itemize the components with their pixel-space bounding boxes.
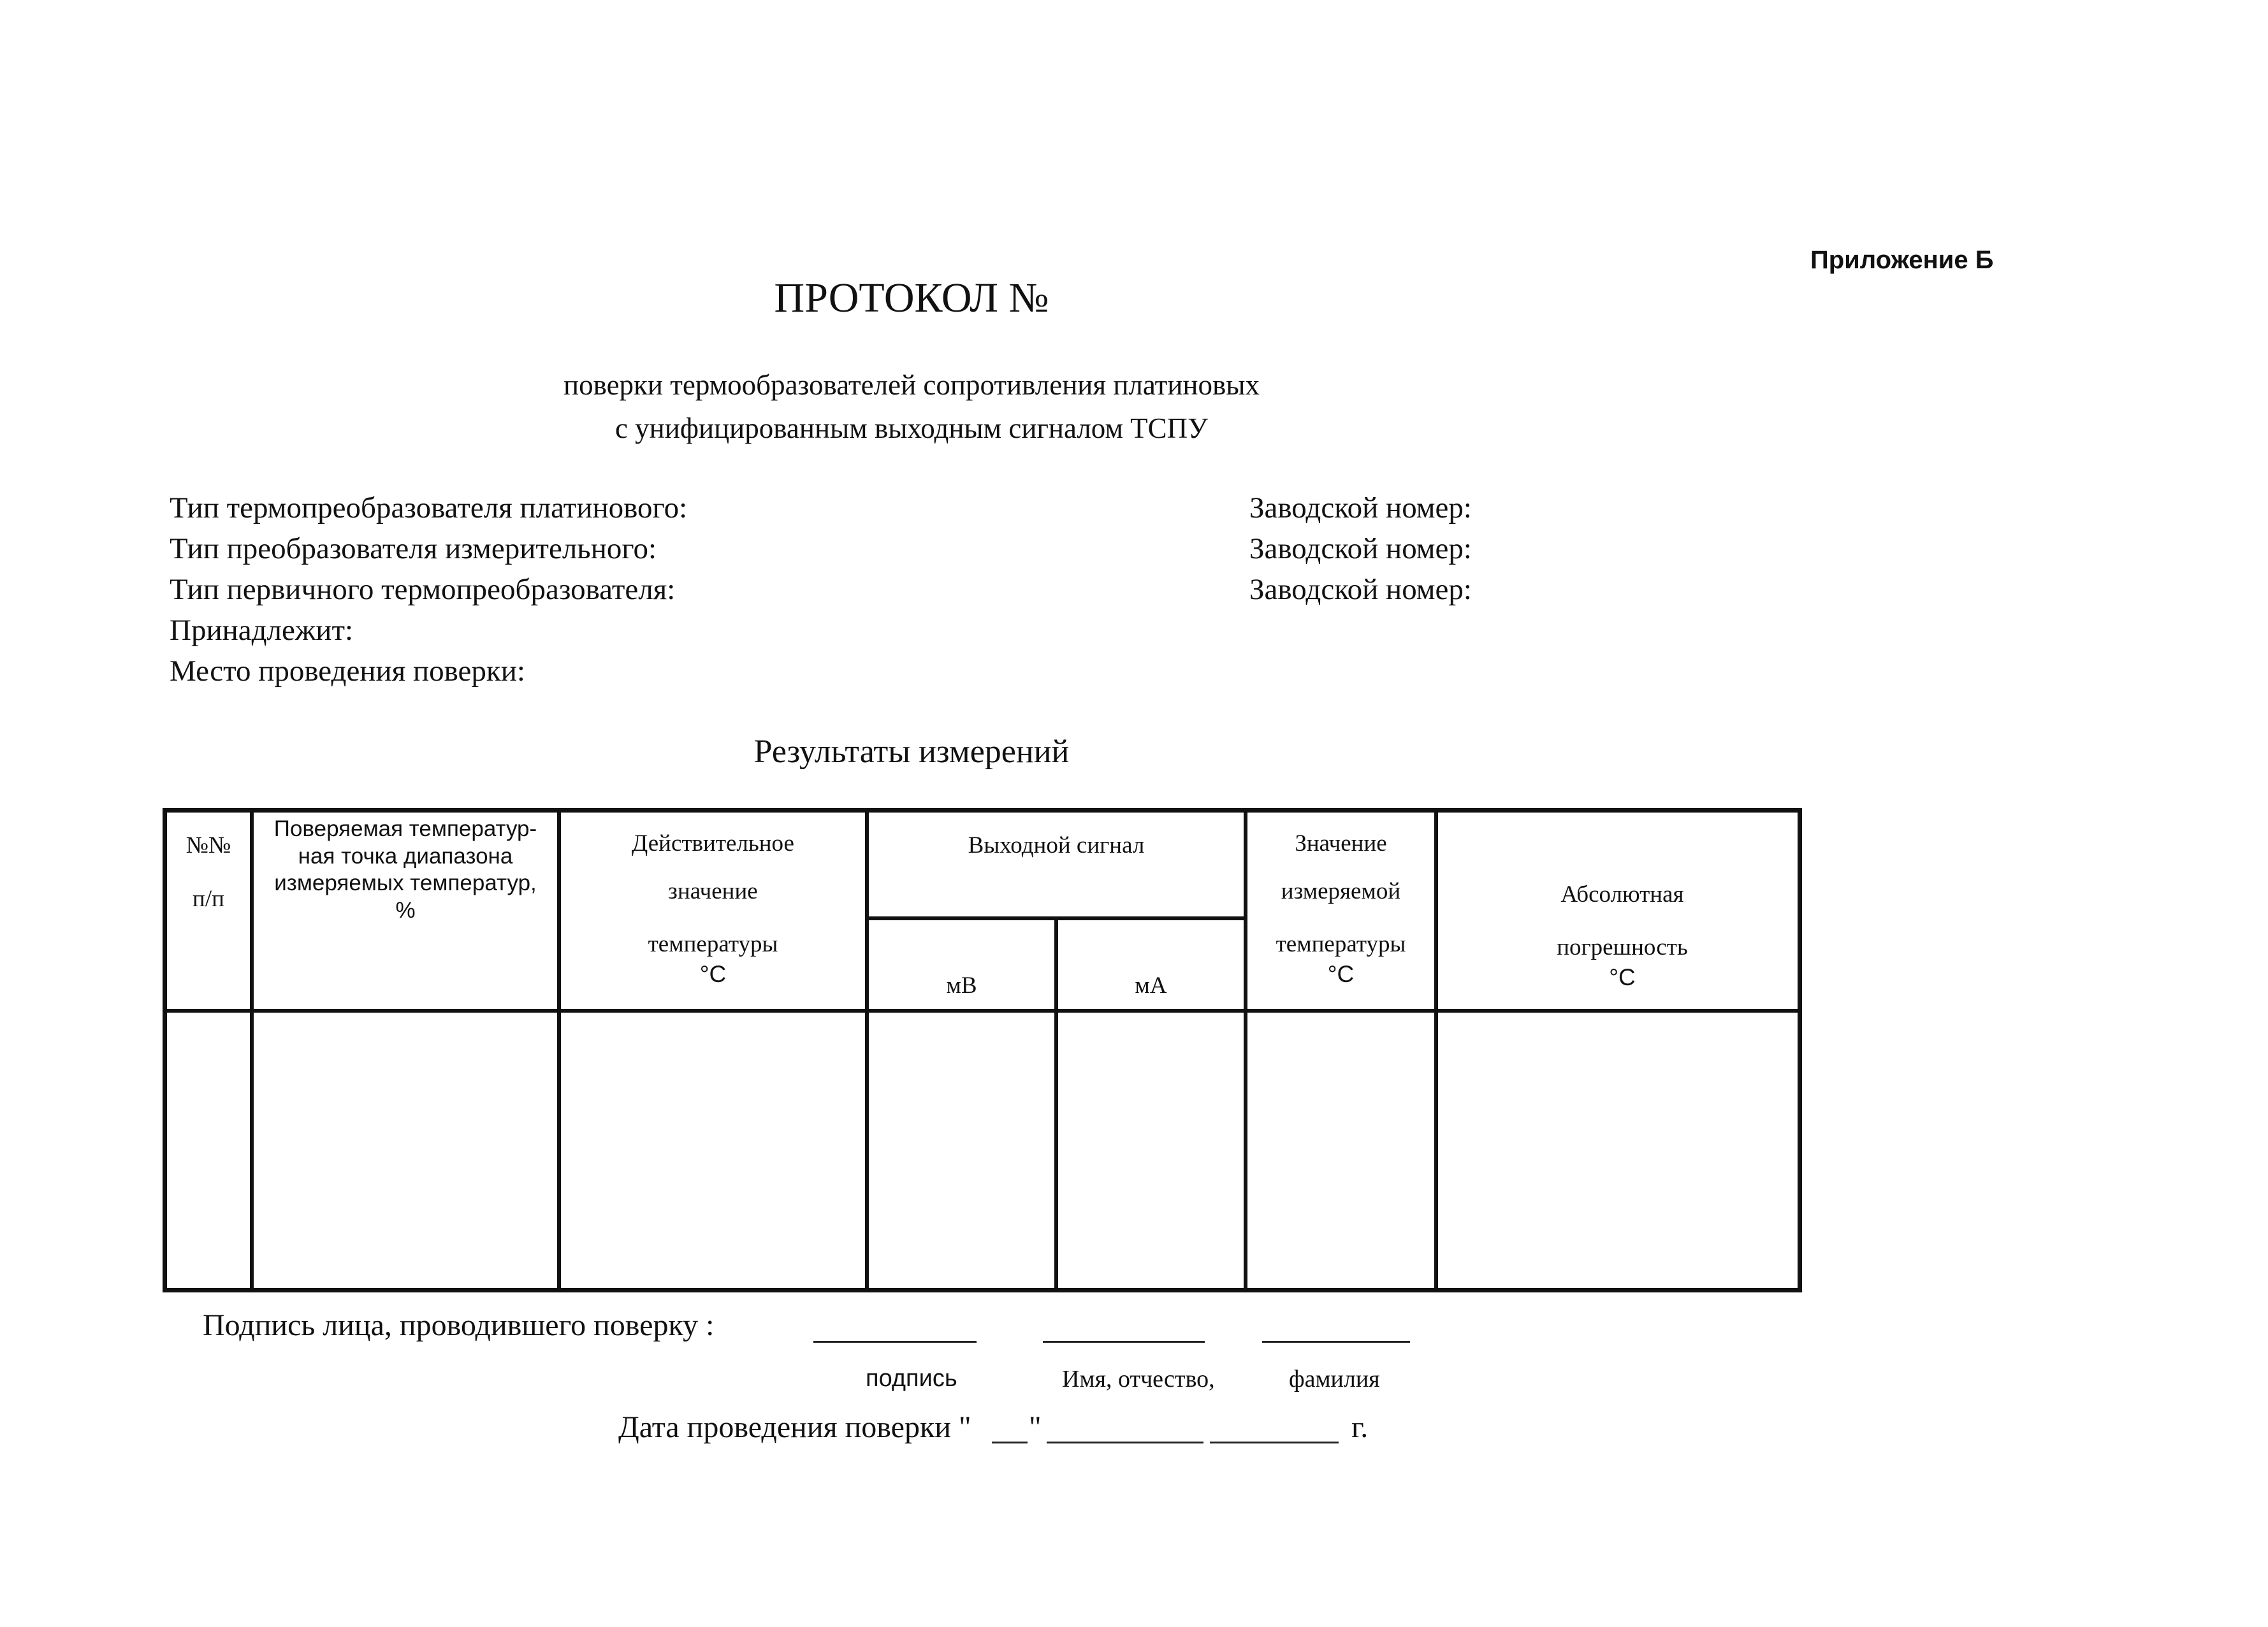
header-measured bbox=[1247, 832, 1434, 986]
header-actual-line: значение bbox=[668, 878, 758, 904]
sensor-type-label: Тип термопреобразователя платинового: bbox=[170, 491, 688, 524]
name-line bbox=[1043, 1341, 1205, 1343]
results-title: Результаты измерений bbox=[753, 734, 1070, 770]
header-point-line: измеряемых температур, bbox=[274, 871, 537, 896]
surname-line bbox=[1262, 1341, 1410, 1343]
header-error bbox=[1438, 883, 1806, 989]
header-output-signal: Выходной сигнал bbox=[968, 832, 1145, 858]
header-error-line: Абсолютная bbox=[1560, 881, 1684, 908]
table-rule bbox=[865, 813, 869, 1288]
serial-number-label-3: Заводской номер: bbox=[1249, 573, 1472, 606]
table-rule bbox=[865, 916, 1244, 920]
place-label: Место проведения поверки: bbox=[170, 654, 525, 688]
date-year-line bbox=[1210, 1442, 1339, 1443]
header-actual-unit: °С bbox=[699, 961, 727, 987]
header-measured-unit: °С bbox=[1327, 961, 1355, 987]
header-num bbox=[167, 832, 250, 914]
header-num-line: п/п bbox=[193, 886, 224, 913]
date-label: Дата проведения поверки " bbox=[618, 1410, 971, 1444]
results-table bbox=[163, 808, 1802, 1292]
protocol-title: ПРОТОКОЛ № bbox=[774, 275, 1049, 321]
signature-caption: подпись bbox=[866, 1365, 957, 1392]
header-mv: мВ bbox=[946, 973, 977, 999]
header-actual-line: температуры bbox=[648, 931, 778, 957]
header-measured-line: Значение bbox=[1295, 830, 1387, 857]
date-quote: " bbox=[1029, 1410, 1042, 1444]
header-actual-line: Действительное bbox=[632, 830, 794, 857]
header-error-line: погрешность bbox=[1557, 934, 1688, 960]
date-day-line bbox=[992, 1442, 1028, 1443]
name-caption: Имя, отчество, bbox=[1062, 1366, 1215, 1392]
primary-type-label: Тип первичного термопреобразователя: bbox=[170, 573, 676, 606]
converter-type-label: Тип преобразователя измерительного: bbox=[170, 532, 657, 565]
signature-label: Подпись лица, проводившего поверку : bbox=[203, 1308, 715, 1342]
header-actual bbox=[561, 832, 865, 986]
header-point-line: % bbox=[395, 898, 416, 923]
header-point-line: Поверяемая температур- bbox=[273, 816, 537, 841]
header-error-unit: °С bbox=[1609, 964, 1636, 990]
surname-caption: фамилия bbox=[1289, 1366, 1380, 1392]
header-num-line: №№ bbox=[185, 832, 231, 858]
header-bottom-rule bbox=[167, 1009, 1798, 1013]
serial-number-label-1: Заводской номер: bbox=[1249, 491, 1472, 524]
header-measured-line: измеряемой bbox=[1281, 878, 1401, 904]
signature-line bbox=[813, 1341, 977, 1343]
header-ma: мА bbox=[1135, 973, 1167, 999]
date-year-suffix: г. bbox=[1351, 1410, 1369, 1444]
header-point-line: ная точка диапазона bbox=[298, 843, 513, 869]
protocol-subtitle-line-2: с унифицированным выходным сигналом ТСПУ bbox=[614, 412, 1209, 444]
owner-label: Принадлежит: bbox=[170, 614, 354, 647]
appendix-label: Приложение Б bbox=[1810, 246, 1994, 274]
date-month-line bbox=[1047, 1442, 1203, 1443]
header-point bbox=[254, 816, 557, 925]
header-measured-line: температуры bbox=[1276, 931, 1406, 957]
serial-number-label-2: Заводской номер: bbox=[1249, 532, 1472, 565]
protocol-subtitle-line-1: поверки термообразователей сопротивления платиновых bbox=[563, 369, 1260, 401]
